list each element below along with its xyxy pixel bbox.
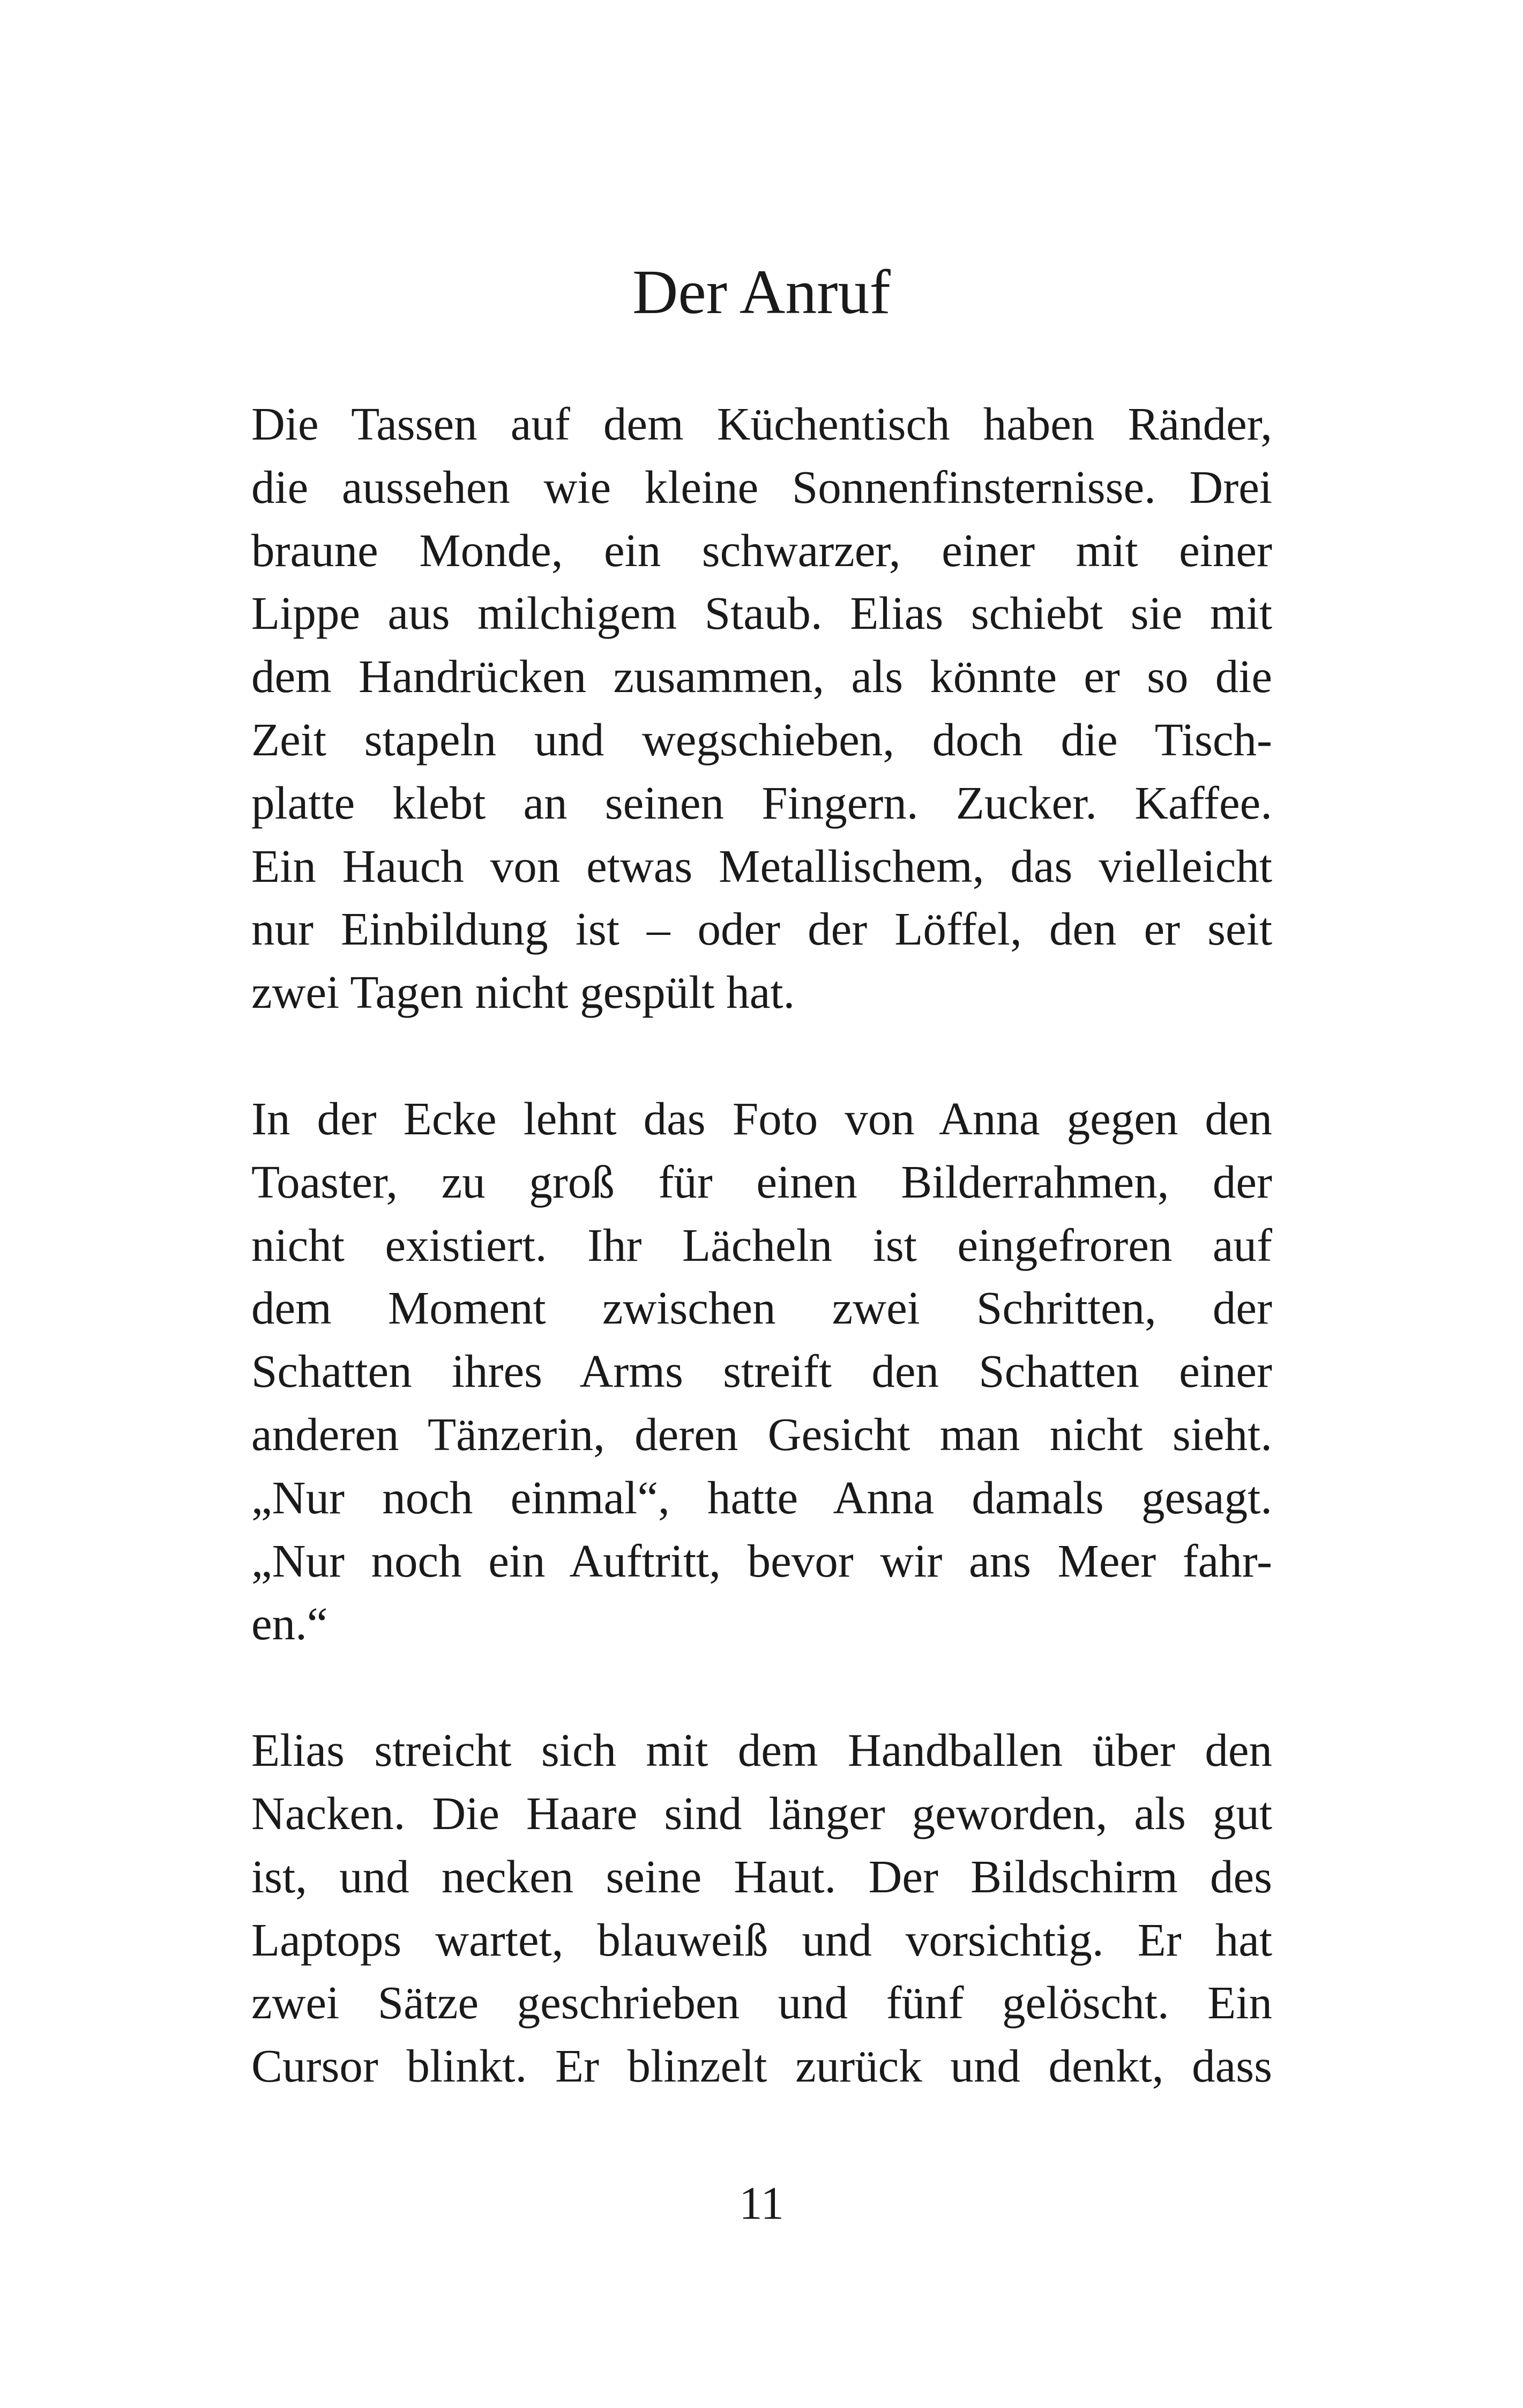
text-line: Elias streicht sich mit dem Handballen über den <box>251 1724 1272 1777</box>
text-line: zwei Tagen nicht gespült hat. <box>251 966 795 1019</box>
text-line: Lippe aus milchigem Staub. Elias schiebt sie mit <box>251 587 1272 640</box>
text-line: Toaster, zu groß für einen Bilderrahmen, der <box>251 1155 1272 1208</box>
text-line: Zeit stapeln und wegschieben, doch die Tisch- <box>251 713 1272 765</box>
text-line: „Nur noch einmal“, hatte Anna damals gesagt. <box>251 1471 1272 1523</box>
paragraph-1 <box>251 392 1272 1024</box>
text-line: Nacken. Die Haare sind länger geworden, als gut <box>251 1787 1272 1839</box>
text-line: Laptops wartet, blauweiß und vorsichtig. Er hat <box>251 1913 1272 1966</box>
text-line: nicht existiert. Ihr Lächeln ist eingefroren auf <box>251 1218 1272 1271</box>
chapter-title: Der Anruf <box>632 257 891 327</box>
body-text <box>251 392 1272 2161</box>
text-line: ist, und necken seine Haut. Der Bildschirm des <box>251 1850 1272 1902</box>
text-line: braune Monde, ein schwarzer, einer mit einer <box>251 524 1272 576</box>
paragraph-3 <box>251 1719 1272 2098</box>
text-line: dem Moment zwischen zwei Schritten, der <box>251 1282 1272 1334</box>
text-line: „Nur noch ein Auftritt, bevor wir ans Meer fahr- <box>251 1534 1272 1587</box>
text-line: dem Handrücken zusammen, als könnte er so die <box>251 650 1272 703</box>
text-line: In der Ecke lehnt das Foto von Anna gegen den <box>251 1092 1272 1144</box>
text-line: Die Tassen auf dem Küchentisch haben Ränder, <box>251 398 1272 450</box>
paragraph-2 <box>251 1087 1272 1655</box>
text-line: en.“ <box>251 1597 328 1650</box>
text-line: nur Einbildung ist – oder der Löffel, den er seit <box>251 903 1272 955</box>
text-line: Ein Hauch von etwas Metallischem, das vielleicht <box>251 839 1272 892</box>
text-line: Schatten ihres Arms streift den Schatten einer <box>251 1345 1272 1398</box>
page-number: 11 <box>739 2177 784 2229</box>
text-line: Cursor blinkt. Er blinzelt zurück und denkt, dass <box>251 2040 1272 2092</box>
text-line: platte klebt an seinen Fingern. Zucker. Kaffee. <box>251 776 1272 829</box>
text-line: anderen Tänzerin, deren Gesicht man nicht sieht. <box>251 1408 1272 1460</box>
text-line: zwei Sätze geschrieben und fünf gelöscht. Ein <box>251 1976 1272 2029</box>
text-line: die aussehen wie kleine Sonnenfinsternisse. Drei <box>251 460 1272 513</box>
